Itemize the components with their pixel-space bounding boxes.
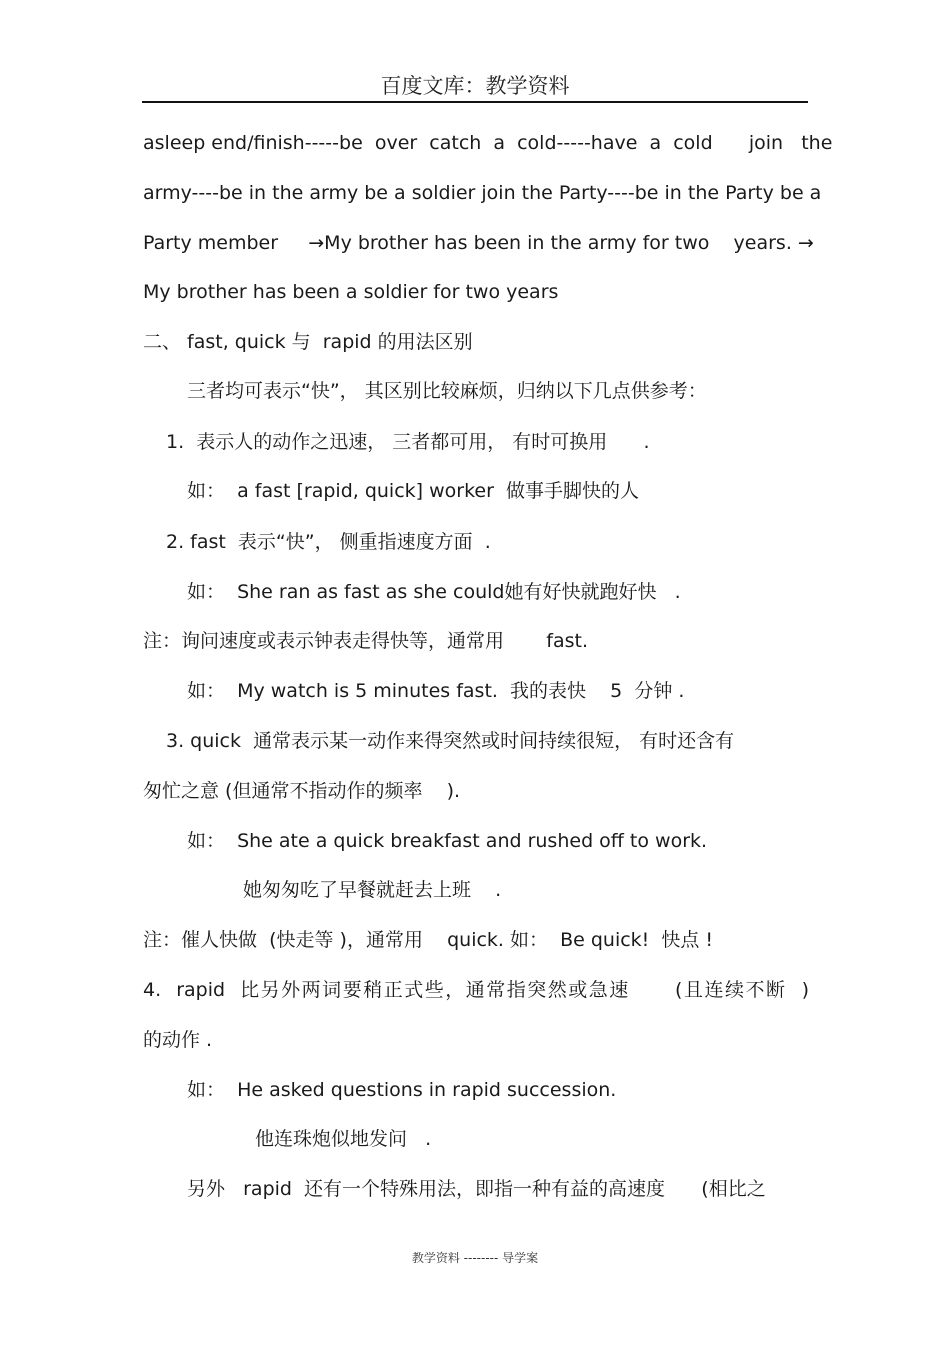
text-line: army----be in the army be a soldier join the Party----be in the Party be a (143, 182, 822, 204)
list-item: 4. rapid 比另外两词要稍正式些，通常指突然或急速 (且连续不断 ) (143, 979, 809, 1001)
page-header-title: 百度文库：教学资料 (380, 74, 570, 98)
text-line: asleep end/finish-----be over catch a cold-----have a cold join the (143, 132, 833, 154)
list-item: 1. 表示人的动作之迅速， 三者都可用， 有时可换用 . (166, 431, 650, 453)
example-line: 如： My watch is 5 minutes fast. 我的表快 5 分钟 . (187, 680, 685, 702)
translation-line: 他连珠炮似地发问 . (255, 1128, 432, 1150)
text-line: 的动作 . (143, 1029, 213, 1051)
text-line: Party member →My brother has been in the army for two years. → (143, 232, 814, 254)
text-line: My brother has been a soldier for two years (143, 281, 559, 303)
header-divider (142, 101, 808, 103)
list-item: 3. quick 通常表示某一动作来得突然或时间持续很短， 有时还含有 (166, 730, 735, 752)
text-line: 三者均可表示“快”， 其区别比较麻烦，归纳以下几点供参考： (187, 380, 707, 402)
page-footer: 教学资料 -------- 导学案 (411, 1251, 539, 1265)
example-line: 如： She ran as fast as she could她有好快就跑好快 . (187, 581, 681, 603)
note-line: 注：催人快做 (快走等 )，通常用 quick. 如： Be quick! 快点 ! (143, 929, 714, 951)
example-line: 如： He asked questions in rapid succession. (187, 1079, 617, 1101)
section-heading: 二、 fast, quick 与 rapid 的用法区别 (143, 331, 473, 353)
list-item: 2. fast 表示“快”， 侧重指速度方面 . (166, 531, 491, 553)
translation-line: 她匆匆吃了早餐就赶去上班 . (243, 879, 502, 901)
text-line: 另外 rapid 还有一个特殊用法，即指一种有益的高速度 (相比之 (187, 1178, 766, 1200)
note-line: 注：询问速度或表示钟表走得快等，通常用 fast. (143, 630, 588, 652)
example-line: 如： a fast [rapid, quick] worker 做事手脚快的人 (187, 480, 639, 502)
text-line: 匆忙之意 (但通常不指动作的频率 ). (143, 780, 461, 802)
example-line: 如： She ate a quick breakfast and rushed off to work. (187, 830, 708, 852)
